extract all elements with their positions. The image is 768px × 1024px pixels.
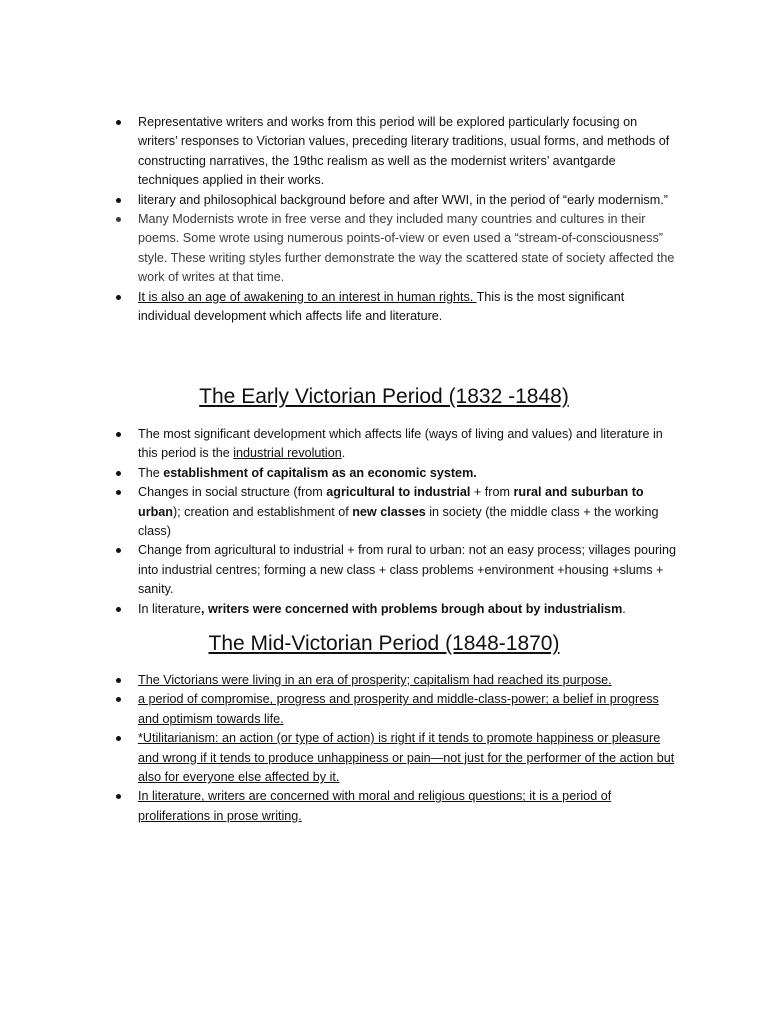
list-item-text: The most significant development which affects life (ways of living and values) and literature in this period is the xyxy=(138,427,663,461)
list-item-text: The Victorians were living in an era of prosperity; capitalism had reached its purpose. xyxy=(138,673,612,687)
list-item xyxy=(116,191,676,210)
bullet-icon xyxy=(116,490,121,495)
list-item xyxy=(116,425,676,464)
section-heading-mid-victorian: The Mid-Victorian Period (1848-1870) xyxy=(208,632,560,655)
bullet-icon xyxy=(116,548,121,553)
list-item xyxy=(116,600,676,619)
bullet-icon xyxy=(116,607,121,612)
intro-bullet-list xyxy=(116,113,676,326)
bullet-icon xyxy=(116,678,121,683)
list-item-text: The xyxy=(138,465,164,480)
list-item-text: in society (the middle class + the working class) xyxy=(138,504,659,539)
list-item-text: Changes in social structure (from xyxy=(138,485,327,500)
list-item xyxy=(116,671,676,690)
list-item-bold-text: rural and suburban to urban xyxy=(138,485,644,519)
bullet-icon xyxy=(116,217,121,222)
list-item xyxy=(116,541,676,599)
bullet-icon xyxy=(116,697,121,702)
list-item xyxy=(116,288,676,327)
bullet-icon xyxy=(116,432,121,437)
list-item xyxy=(116,690,676,729)
section-heading-early-victorian: The Early Victorian Period (1832 -1848) xyxy=(199,385,569,408)
list-item xyxy=(116,787,676,826)
bullet-icon xyxy=(116,736,121,741)
list-item-text: In literature xyxy=(138,601,201,616)
list-item-text: a period of compromise, progress and prosperity and middle-class-power; a belief in progress and optimism towards life. xyxy=(138,692,659,726)
list-item-bold-text: agricultural to industrial xyxy=(326,485,471,500)
list-item xyxy=(116,113,676,191)
list-item xyxy=(116,483,676,541)
mid-victorian-bullet-list xyxy=(116,671,676,826)
list-item xyxy=(116,729,676,787)
list-item-text: *Utilitarianism: an action (or type of action) is right if it tends to promote happiness or pleasure and wrong if it tends to produce unhappiness or pain—not just for the performer of the action but also for everyone else affected by it. xyxy=(138,731,675,785)
list-item-bold-text: new classes xyxy=(352,504,426,519)
bullet-icon xyxy=(116,794,121,799)
list-item xyxy=(116,210,676,288)
list-item-text: Many Modernists wrote in free verse and they included many countries and cultures in their poems. Some wrote using numerous points-of-view or even used a “stream-of-consciousness” style. These writing styles further demonstrate the way the scattered state of society affected the work of writes at that time. xyxy=(138,212,675,285)
list-item-underlined-text: industrial revolution xyxy=(233,446,342,461)
bullet-icon xyxy=(116,120,121,125)
list-item-text: . xyxy=(341,446,346,461)
list-item-text: literary and philosophical background before and after WWI, in the period of “early modernism.” xyxy=(138,192,668,207)
list-item-text: This is the most significant individual development which affects life and literature. xyxy=(138,289,625,324)
list-item-underlined-text: It is also an age of awakening to an interest in human rights. xyxy=(138,289,477,304)
list-item-text: Change from agricultural to industrial + from rural to urban: not an easy process; villages pouring into industrial centres; forming a new class + class problems +environment +housing +slums + sanity. xyxy=(138,543,676,597)
list-item-bold-text: , writers were concerned with problems brough about by industrialism xyxy=(201,601,623,616)
list-item-text: Representative writers and works from this period will be explored particularly focusing on writers’ responses to Victorian values, preceding literary traditions, usual forms, and methods of constructing narratives, the 19thc realism as well as the modernist writers’ avantgarde techniques applied in their works. xyxy=(138,115,670,188)
list-item-text: + from xyxy=(470,485,514,500)
list-item-bold-text: establishment of capitalism as an economic system xyxy=(163,465,474,480)
list-item-text: . xyxy=(622,601,626,616)
list-item xyxy=(116,464,676,483)
list-item-text: ); creation and establishment of xyxy=(172,504,353,519)
bullet-icon xyxy=(116,471,121,476)
early-victorian-bullet-list xyxy=(116,425,676,619)
bullet-icon xyxy=(116,198,121,203)
bullet-icon xyxy=(116,295,121,300)
list-item-text: . xyxy=(473,465,477,480)
list-item-text: In literature, writers are concerned with moral and religious questions; it is a period of proliferations in prose writing. xyxy=(138,789,612,823)
